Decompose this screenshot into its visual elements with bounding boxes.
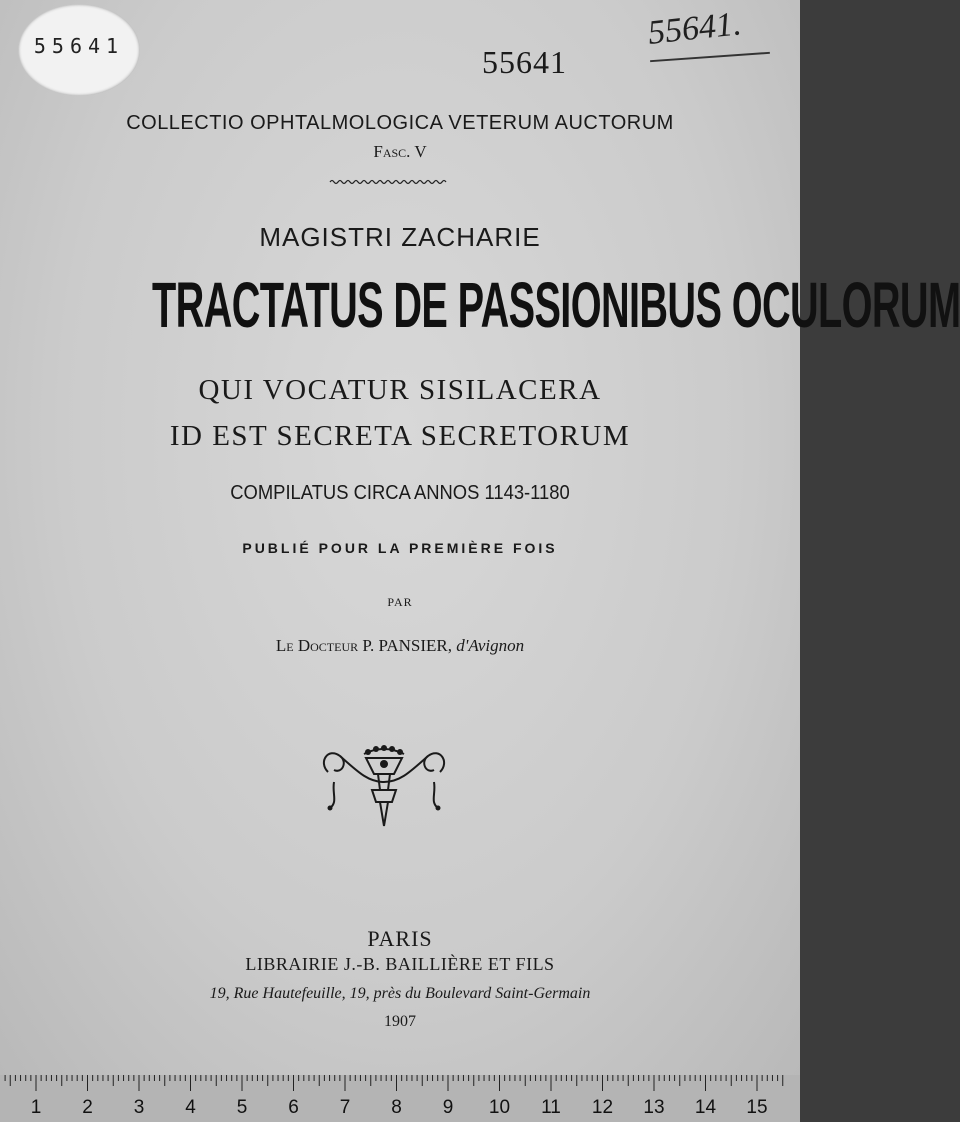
ruler-label: 13 xyxy=(643,1097,665,1118)
imprint-publisher: LIBRAIRIE J.-B. BAILLIÈRE ET FILS xyxy=(245,954,555,974)
ruler-label: 12 xyxy=(591,1097,614,1118)
series-title: COLLECTIO OPHTALMOLOGICA VETERUM AUCTORUM xyxy=(126,112,674,134)
author-line: MAGISTRI ZACHARIE xyxy=(259,222,541,252)
vase-ornament-icon xyxy=(318,742,450,830)
compiled-line: COMPILATUS CIRCA ANNOS 1143-1180 xyxy=(230,482,570,504)
ruler-label: 7 xyxy=(339,1097,351,1118)
ruler-label: 2 xyxy=(82,1097,93,1118)
stamp-number: 55641 xyxy=(33,34,125,58)
handwritten-underline xyxy=(650,52,770,62)
wavy-divider xyxy=(330,178,448,186)
par-label: PAR xyxy=(387,595,413,609)
subtitle-line-1: QUI VOCATUR SISILACERA xyxy=(198,374,602,406)
published-line: PUBLIÉ POUR LA PREMIÈRE FOIS xyxy=(242,540,558,556)
ruler-label: 15 xyxy=(746,1097,768,1118)
ruler-label: 1 xyxy=(30,1097,42,1118)
ruler-label: 6 xyxy=(288,1097,299,1118)
subtitle-line-2: ID EST SECRETA SECRETORUM xyxy=(169,420,631,452)
ruler-label: 10 xyxy=(488,1097,511,1118)
ruler-label: 5 xyxy=(236,1097,248,1118)
measuring-ruler xyxy=(0,1075,800,1122)
editor-name: PANSIER, xyxy=(378,636,452,655)
fascicle-label: Fasc. V xyxy=(373,142,427,161)
editor-prefix: Le Docteur P. xyxy=(275,636,375,655)
ruler-label: 4 xyxy=(185,1097,196,1118)
imprint-address: 19, Rue Hautefeuille, 19, près du Boulevard Saint-Germain xyxy=(209,985,591,1002)
ruler-label: 9 xyxy=(442,1097,454,1118)
imprint-city: PARIS xyxy=(367,926,433,951)
ruler-label: 3 xyxy=(133,1097,145,1118)
library-stamp-oval xyxy=(18,4,140,96)
handwritten-accession-number: 55641. xyxy=(646,5,744,52)
imprint-year: 1907 xyxy=(384,1013,416,1030)
printed-accession-number: 55641 xyxy=(482,44,567,80)
editor-place: d'Avignon xyxy=(456,636,525,655)
ruler-label: 11 xyxy=(541,1097,561,1118)
ruler-label: 14 xyxy=(694,1097,717,1118)
ruler-label: 8 xyxy=(391,1097,402,1118)
main-title: TRACTATUS DE PASSIONIBUS OCULORUM xyxy=(152,269,960,341)
editor-line xyxy=(0,636,800,656)
